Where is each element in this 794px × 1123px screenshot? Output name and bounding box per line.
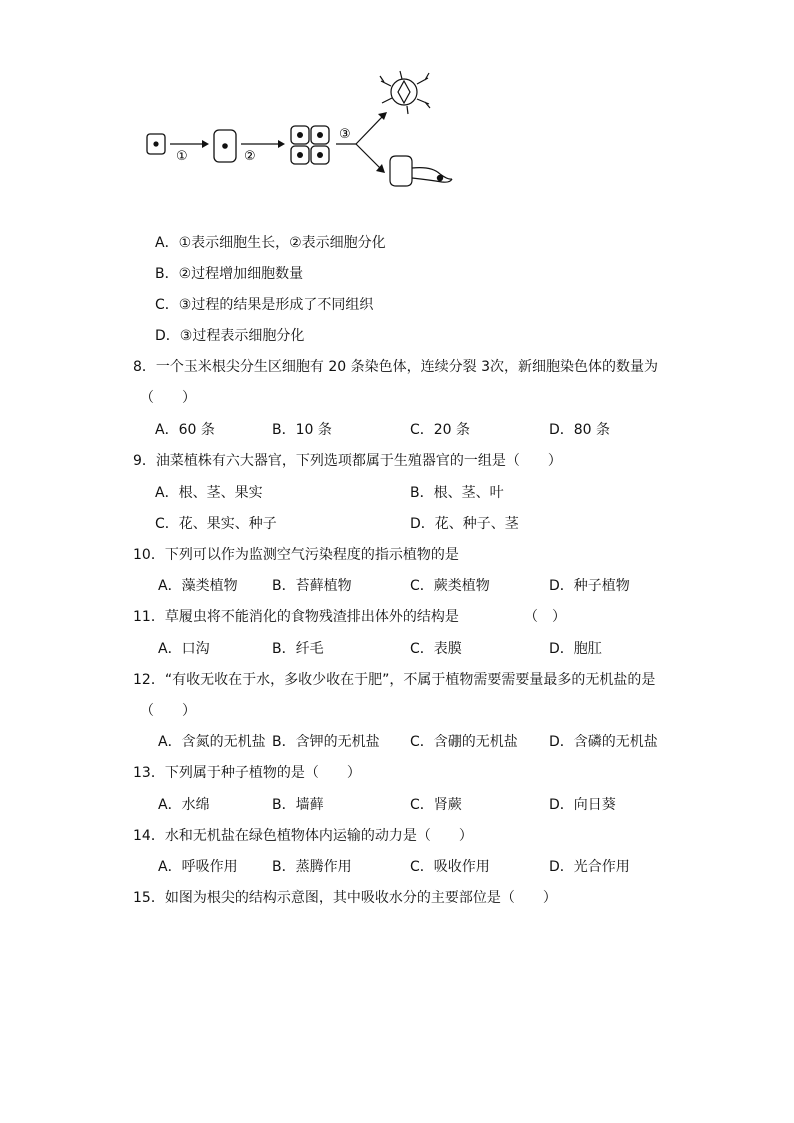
q13-option-c: C．肾蕨 <box>410 797 462 813</box>
q11-option-a: A．口沟 <box>158 641 210 657</box>
arrow-1-head <box>202 140 209 148</box>
q10-option-b: B．苔藓植物 <box>272 578 352 594</box>
q12-option-c: C．含硼的无机盐 <box>410 734 518 750</box>
q14-stem: 14．水和无机盐在绿色植物体内运输的动力是（ ） <box>133 828 473 844</box>
q9-stem: 9．油菜植株有六大器官，下列选项都属于生殖器官的一组是（ ） <box>133 453 562 469</box>
q10-option-c: C．蕨类植物 <box>410 578 490 594</box>
four-cell-group <box>291 126 329 164</box>
q11-option-c: C．表膜 <box>410 641 462 657</box>
q8-option-a: A．60 条 <box>155 422 215 438</box>
root-hair-cell <box>390 156 452 186</box>
arrow-2-head <box>278 140 285 148</box>
q14-option-b: B．蒸腾作用 <box>272 859 352 875</box>
q13-stem: 13．下列属于种子植物的是（ ） <box>133 765 361 781</box>
q14-option-d: D．光合作用 <box>549 859 630 875</box>
grown-cell-nucleus <box>222 143 228 149</box>
q13-option-d: D．向日葵 <box>549 797 616 813</box>
q12-option-d: D．含磷的无机盐 <box>549 734 658 750</box>
q8-option-c: C．20 条 <box>410 422 471 438</box>
q10-option-d: D．种子植物 <box>549 578 630 594</box>
fork-up-head <box>378 112 387 120</box>
q12-stem-cont: （ ） <box>140 703 196 719</box>
q8-option-b: B．10 条 <box>272 422 332 438</box>
q11-option-d: D．胞肛 <box>549 641 602 657</box>
q7-option-a: A．①表示细胞生长，②表示细胞分化 <box>155 235 386 251</box>
cell-process-diagram <box>140 68 470 198</box>
q8-option-d: D．80 条 <box>549 422 611 438</box>
cell-nucleus <box>153 141 158 146</box>
fork-up <box>356 116 383 144</box>
q12-stem: 12．“有收无收在于水，多收少收在于肥”，不属于植物需要需要量最多的无机盐的是 <box>133 672 656 688</box>
step-label-2: ② <box>244 149 256 164</box>
step-label-1: ① <box>176 149 188 164</box>
q13-option-b: B．墙藓 <box>272 797 324 813</box>
q11-option-b: B．纤毛 <box>272 641 324 657</box>
q8-stem: 8．一个玉米根尖分生区细胞有 20 条染色体，连续分裂 3次，新细胞染色体的数量为 <box>133 359 658 375</box>
q9-option-a: A．根、茎、果实 <box>155 485 263 501</box>
q9-option-d: D．花、种子、茎 <box>410 516 519 532</box>
q14-option-a: A．呼吸作用 <box>158 859 238 875</box>
q11-stem: 11．草履虫将不能消化的食物残渣排出体外的结构是 <box>133 609 459 625</box>
q9-option-c: C．花、果实、种子 <box>155 516 277 532</box>
q11-paren: （ ） <box>524 609 566 625</box>
step-label-3: ③ <box>339 127 351 142</box>
q7-option-c: C．③过程的结果是形成了不同组织 <box>155 297 374 313</box>
fork-down <box>356 144 381 169</box>
q8-stem-cont: （ ） <box>140 390 196 406</box>
q15-stem: 15．如图为根尖的结构示意图，其中吸收水分的主要部位是（ ） <box>133 890 557 906</box>
q14-option-c: C．吸收作用 <box>410 859 490 875</box>
q13-option-a: A．水绵 <box>158 797 210 813</box>
q12-option-b: B．含钾的无机盐 <box>272 734 380 750</box>
q12-option-a: A．含氮的无机盐 <box>158 734 266 750</box>
q10-option-a: A．藻类植物 <box>158 578 238 594</box>
neuron-cell <box>380 71 430 114</box>
q7-option-b: B．②过程增加细胞数量 <box>155 266 304 282</box>
q10-stem: 10．下列可以作为监测空气污染程度的指示植物的是 <box>133 547 459 563</box>
q7-option-d: D．③过程表示细胞分化 <box>155 328 305 344</box>
q9-option-b: B．根、茎、叶 <box>410 485 504 501</box>
